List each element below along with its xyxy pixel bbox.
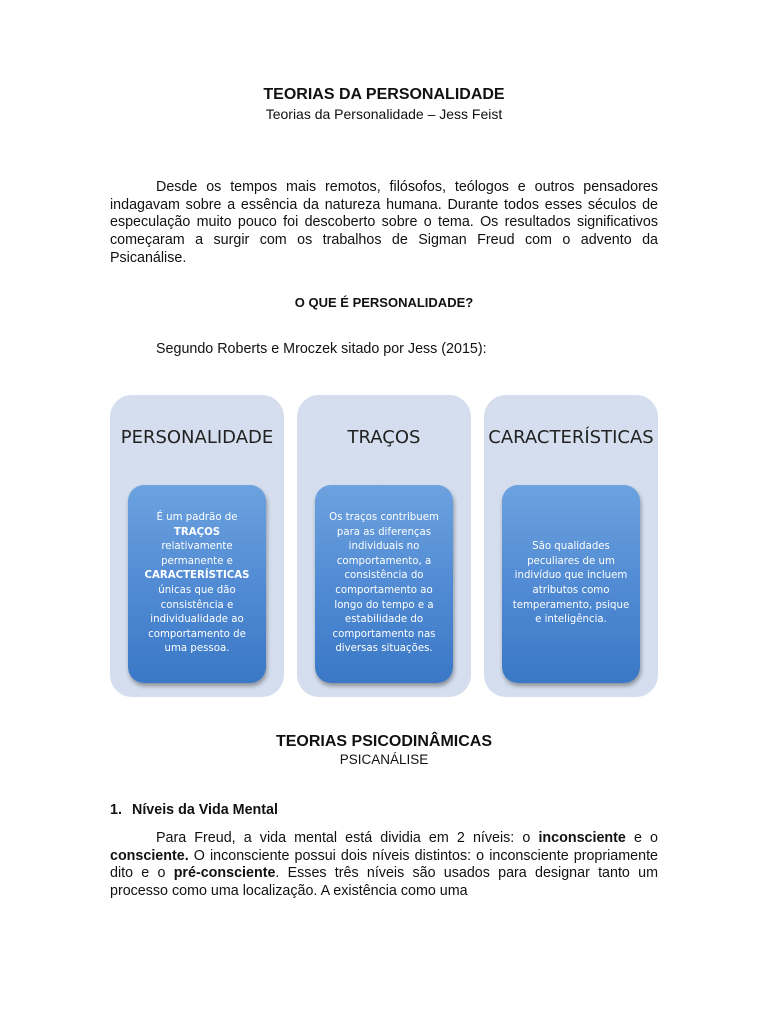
panel-tracos bbox=[297, 395, 471, 697]
card-text: É um padrão de bbox=[156, 512, 238, 524]
intro-paragraph bbox=[110, 179, 658, 268]
section-heading-psicodinamicas: TEORIAS PSICODINÂMICAS bbox=[275, 733, 492, 750]
panel-title-tracos: TRAÇOS bbox=[347, 427, 421, 448]
panel-personalidade bbox=[110, 395, 284, 697]
personality-diagram bbox=[110, 395, 658, 697]
heading-text: Níveis da Vida Mental bbox=[132, 802, 278, 818]
paragraph-text: . Esses três níveis são usados para designar tanto um processo como uma localização. A existência como uma bbox=[110, 865, 658, 900]
numbered-heading bbox=[110, 802, 278, 818]
mental-levels-paragraph bbox=[110, 830, 658, 901]
section-heading-personalidade: O QUE É PERSONALIDADE? bbox=[294, 295, 474, 310]
paragraph-text: Para Freud, a vida mental está dividia em 2 níveis: o bbox=[156, 830, 531, 846]
paragraph-text: e o bbox=[633, 830, 658, 846]
document-title: TEORIAS DA PERSONALIDADE bbox=[263, 86, 505, 103]
card-text: únicas que dão consistência e individualidade ao comportamento de uma pessoa. bbox=[148, 585, 246, 655]
document-subtitle: Teorias da Personalidade – Jess Feist bbox=[265, 106, 503, 122]
citation-paragraph bbox=[110, 341, 658, 359]
card-personalidade bbox=[128, 485, 266, 683]
paragraph-text: O inconsciente possui dois níveis distintos: o inconsciente propriamente dito e o bbox=[110, 847, 658, 882]
panel-title-caracteristicas: CARACTERÍSTICAS bbox=[488, 427, 654, 448]
card-bold-text: CARACTERÍSTICAS bbox=[144, 570, 250, 582]
card-text: São qualidades peculiares de um indivíduo que incluem atributos como temperamento, psique e inteligência. bbox=[512, 541, 630, 626]
card-tracos bbox=[315, 485, 453, 683]
panel-title-personalidade: PERSONALIDADE bbox=[120, 427, 274, 448]
bold-term: pré-consciente bbox=[173, 865, 276, 882]
panel-caracteristicas bbox=[484, 395, 658, 697]
card-text: Os traços contribuem para as diferenças individuais no comportamento, a consistência do comportamento ao longo do tempo e a estabilidade do comportamento nas diversas situações. bbox=[329, 512, 439, 655]
bold-term: inconsciente bbox=[538, 830, 626, 846]
card-bold-text: TRAÇOS bbox=[173, 526, 221, 538]
section-subheading-psicanalise: PSICANÁLISE bbox=[339, 752, 429, 767]
card-caracteristicas bbox=[502, 485, 640, 683]
bold-term: consciente. bbox=[110, 847, 189, 864]
heading-number: 1. bbox=[110, 802, 122, 818]
card-text: relativamente permanente e bbox=[161, 541, 233, 567]
intro-text: Desde os tempos mais remotos, filósofos, teólogos e outros pensadores indagavam sobre a essência da natureza humana. Durante todos esses séculos de especulação muito pouco foi descoberto sobre o tema. Os resultados significativos começaram a surgir com os trabalhos de Sigman Freud com o advento da Psicanálise. bbox=[110, 179, 658, 266]
citation-text: Segundo Roberts e Mroczek sitado por Jess (2015): bbox=[156, 341, 487, 357]
